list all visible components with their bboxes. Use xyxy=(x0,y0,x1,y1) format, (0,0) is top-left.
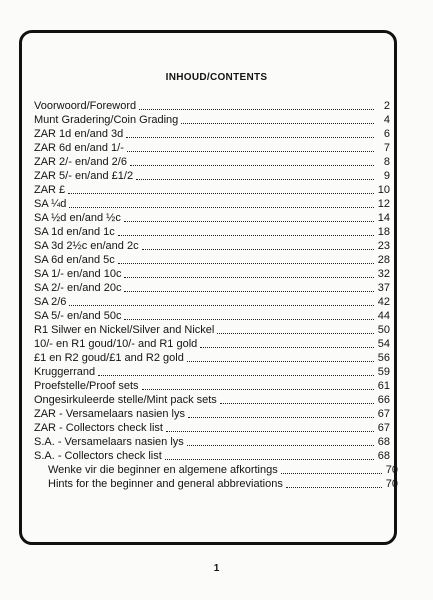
toc-entry xyxy=(48,462,398,476)
dot-leader xyxy=(118,227,374,236)
toc-entry xyxy=(34,266,390,280)
dot-leader xyxy=(69,297,374,306)
toc-entry xyxy=(34,238,390,252)
toc-entry-page: 6 xyxy=(383,128,390,140)
toc-entry xyxy=(34,322,390,336)
toc-entry-label: Wenke vir die beginner en algemene afkortings xyxy=(48,464,278,476)
toc-entry xyxy=(34,364,390,378)
toc-entry-label: ZAR 6d en/and 1/- xyxy=(34,142,124,154)
toc-entry-page: 61 xyxy=(377,380,390,392)
toc-entry-page: 44 xyxy=(377,310,390,322)
toc-entry-page: 56 xyxy=(377,352,390,364)
dot-leader xyxy=(142,241,374,250)
contents-heading: INHOUD/CONTENTS xyxy=(165,72,268,83)
toc-entry-label: SA 3d 2½c en/and 2c xyxy=(34,240,139,252)
toc-entry-page: 37 xyxy=(377,282,390,294)
dot-leader xyxy=(126,129,374,138)
toc-entry-label: ZAR 1d en/and 3d xyxy=(34,128,124,140)
toc-entry xyxy=(34,168,390,182)
toc-entry xyxy=(34,112,390,126)
dot-leader xyxy=(68,185,374,194)
toc-entry-page: 32 xyxy=(377,268,390,280)
toc-entry-page: 54 xyxy=(377,338,390,350)
page-number: 1 xyxy=(213,563,220,574)
dot-leader xyxy=(142,381,374,390)
toc-entry xyxy=(34,252,390,266)
toc-entry xyxy=(34,308,390,322)
toc-entry-page: 4 xyxy=(383,114,390,126)
dot-leader xyxy=(136,171,374,180)
dot-leader xyxy=(124,269,374,278)
dot-leader xyxy=(220,395,374,404)
toc-entry xyxy=(34,420,390,434)
toc-entry-page: 2 xyxy=(383,100,390,112)
dot-leader xyxy=(200,339,374,348)
toc-entry-page: 66 xyxy=(377,394,390,406)
toc-entry-page: 10 xyxy=(377,184,390,196)
toc-entry-page: 18 xyxy=(377,226,390,238)
dot-leader xyxy=(286,479,382,488)
toc-entry xyxy=(34,126,390,140)
toc-entry-label: ZAR 2/- en/and 2/6 xyxy=(34,156,127,168)
toc-entry-page: 42 xyxy=(377,296,390,308)
toc-entry-label: SA 2/- en/and 20c xyxy=(34,282,122,294)
toc-entry-page: 59 xyxy=(377,366,390,378)
dot-leader xyxy=(217,325,374,334)
dot-leader xyxy=(188,409,374,418)
toc-entry-label: SA 1/- en/and 10c xyxy=(34,268,122,280)
toc-entry xyxy=(34,294,390,308)
toc-entry-page: 68 xyxy=(377,436,390,448)
toc-entry xyxy=(34,140,390,154)
toc-entry-page: 70 xyxy=(385,478,398,490)
toc-entry-label: ZAR £ xyxy=(34,184,66,196)
toc-entry xyxy=(34,350,390,364)
toc-entry xyxy=(34,210,390,224)
toc-entry xyxy=(34,224,390,238)
dot-leader xyxy=(165,451,374,460)
dot-leader xyxy=(98,367,374,376)
toc-entry-page: 70 xyxy=(385,464,398,476)
toc-entry-page: 50 xyxy=(377,324,390,336)
dot-leader xyxy=(124,311,374,320)
dot-leader xyxy=(181,115,374,124)
toc-entry xyxy=(34,196,390,210)
toc-entry xyxy=(34,280,390,294)
toc-entry-page: 7 xyxy=(383,142,390,154)
dot-leader xyxy=(281,465,382,474)
toc-entry xyxy=(34,336,390,350)
toc-entry-page: 12 xyxy=(377,198,390,210)
toc-entry-page: 14 xyxy=(377,212,390,224)
toc-entry-label: 10/- en R1 goud/10/- and R1 gold xyxy=(34,338,198,350)
toc-entry-label: SA 5/- en/and 50c xyxy=(34,310,122,322)
dot-leader xyxy=(124,283,374,292)
toc-entry-label: SA 1d en/and 1c xyxy=(34,226,115,238)
dot-leader xyxy=(124,213,374,222)
toc-entry-page: 8 xyxy=(383,156,390,168)
toc-entry-page: 23 xyxy=(377,240,390,252)
dot-leader xyxy=(139,101,374,110)
toc-entry-label: ZAR - Versamelaars nasien lys xyxy=(34,408,185,420)
toc-entry-page: 67 xyxy=(377,408,390,420)
toc-entry-label: Voorwoord/Foreword xyxy=(34,100,137,112)
toc-entry xyxy=(48,476,398,490)
toc-entry-page: 9 xyxy=(383,170,390,182)
dot-leader xyxy=(127,143,374,152)
toc-entry-label: Proefstelle/Proof sets xyxy=(34,380,139,392)
dot-leader xyxy=(187,353,374,362)
toc-entry-label: ZAR - Collectors check list xyxy=(34,422,163,434)
toc-entry-label: Ongesirkuleerde stelle/Mint pack sets xyxy=(34,394,217,406)
toc-entry xyxy=(34,392,390,406)
dot-leader xyxy=(166,423,374,432)
toc-entry-label: S.A. - Collectors check list xyxy=(34,450,162,462)
toc-entry-label: Hints for the beginner and general abbreviations xyxy=(48,478,283,490)
toc-entry xyxy=(34,378,390,392)
toc-entry-page: 68 xyxy=(377,450,390,462)
toc-entry xyxy=(34,406,390,420)
dot-leader xyxy=(187,437,374,446)
toc-entry xyxy=(34,154,390,168)
toc-entry-label: SA 6d en/and 5c xyxy=(34,254,115,266)
toc-entry-label: S.A. - Versamelaars nasien lys xyxy=(34,436,184,448)
dot-leader xyxy=(118,255,374,264)
toc-entry-label: R1 Silwer en Nickel/Silver and Nickel xyxy=(34,324,215,336)
dot-leader xyxy=(69,199,374,208)
toc-entry xyxy=(34,434,390,448)
toc-entry xyxy=(34,448,390,462)
toc-entry-label: Kruggerrand xyxy=(34,366,96,378)
toc-entry-label: SA ¼d xyxy=(34,198,67,210)
toc-entry xyxy=(34,182,390,196)
toc-entry-label: SA ½d en/and ½c xyxy=(34,212,121,224)
toc-entry xyxy=(34,98,390,112)
toc-entry-page: 28 xyxy=(377,254,390,266)
dot-leader xyxy=(130,157,374,166)
toc-entry-label: Munt Gradering/Coin Grading xyxy=(34,114,179,126)
toc-entry-label: ZAR 5/- en/and £1/2 xyxy=(34,170,134,182)
toc-entry-label: £1 en R2 goud/£1 and R2 gold xyxy=(34,352,184,364)
toc-entry-label: SA 2/6 xyxy=(34,296,67,308)
toc-entry-page: 67 xyxy=(377,422,390,434)
